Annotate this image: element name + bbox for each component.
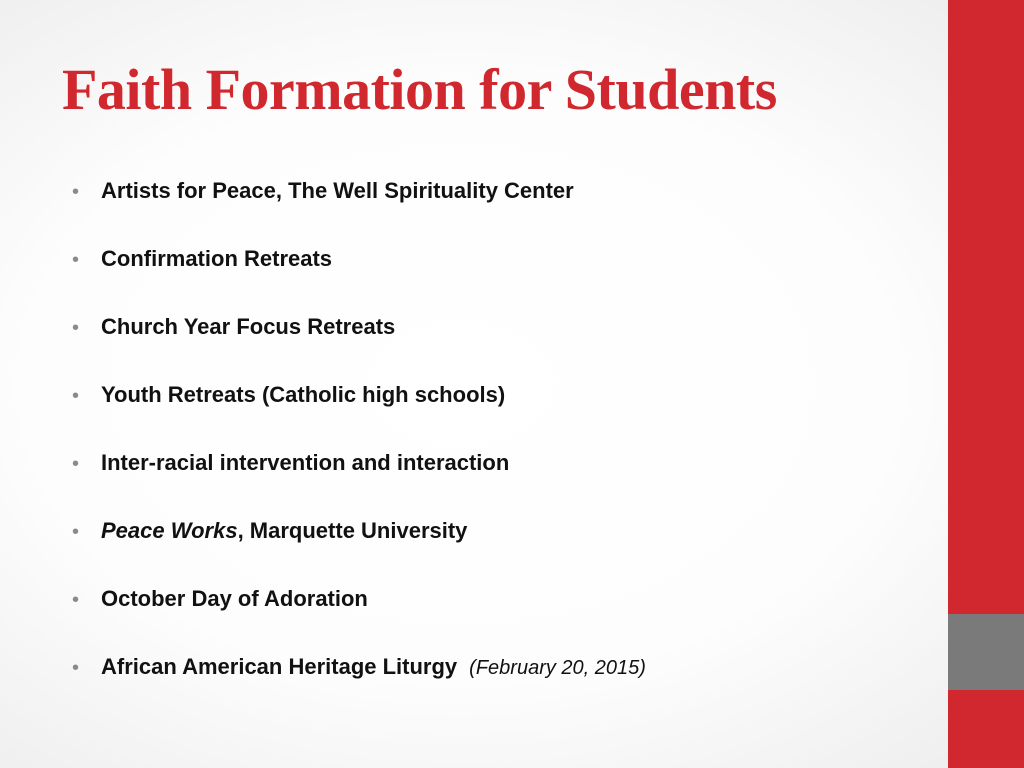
bullet-item xyxy=(72,382,646,450)
bullet-dot-icon: • xyxy=(72,521,80,543)
decorative-side-bar xyxy=(948,0,1024,768)
bullet-dot-icon: • xyxy=(72,181,80,203)
bullet-dot-icon: • xyxy=(72,317,80,339)
bullet-item xyxy=(72,178,646,246)
bullet-text xyxy=(101,518,467,544)
bullet-dot-icon: • xyxy=(72,385,80,407)
bullet-list xyxy=(72,178,646,722)
bullet-text-rest: , Marquette University xyxy=(237,518,468,543)
bullet-text: Confirmation Retreats xyxy=(101,246,333,271)
bullet-item xyxy=(72,654,646,722)
bullet-item xyxy=(72,450,646,518)
bullet-dot-icon: • xyxy=(72,657,80,679)
side-bar-red-top xyxy=(948,0,1024,614)
side-bar-red-bottom xyxy=(948,690,1024,768)
bullet-text: Artists for Peace, The Well Spirituality Center xyxy=(101,178,574,203)
bullet-item xyxy=(72,246,646,314)
slide-title: Faith Formation for Students xyxy=(62,57,777,122)
bullet-dot-icon: • xyxy=(72,453,80,475)
bullet-italic-title: Peace Works xyxy=(101,518,238,543)
bullet-item xyxy=(72,586,646,654)
bullet-text: African American Heritage Liturgy xyxy=(101,654,458,679)
bullet-item xyxy=(72,314,646,382)
bullet-date-note: (February 20, 2015) xyxy=(469,657,646,679)
bullet-text: Church Year Focus Retreats xyxy=(101,314,396,339)
bullet-dot-icon: • xyxy=(72,589,80,611)
bullet-item xyxy=(72,518,646,586)
bullet-dot-icon: • xyxy=(72,249,80,271)
bullet-text: October Day of Adoration xyxy=(101,586,368,611)
side-bar-gray-block xyxy=(948,614,1024,690)
bullet-text: Inter-racial intervention and interaction xyxy=(101,450,510,475)
bullet-text: Youth Retreats (Catholic high schools) xyxy=(101,382,506,407)
